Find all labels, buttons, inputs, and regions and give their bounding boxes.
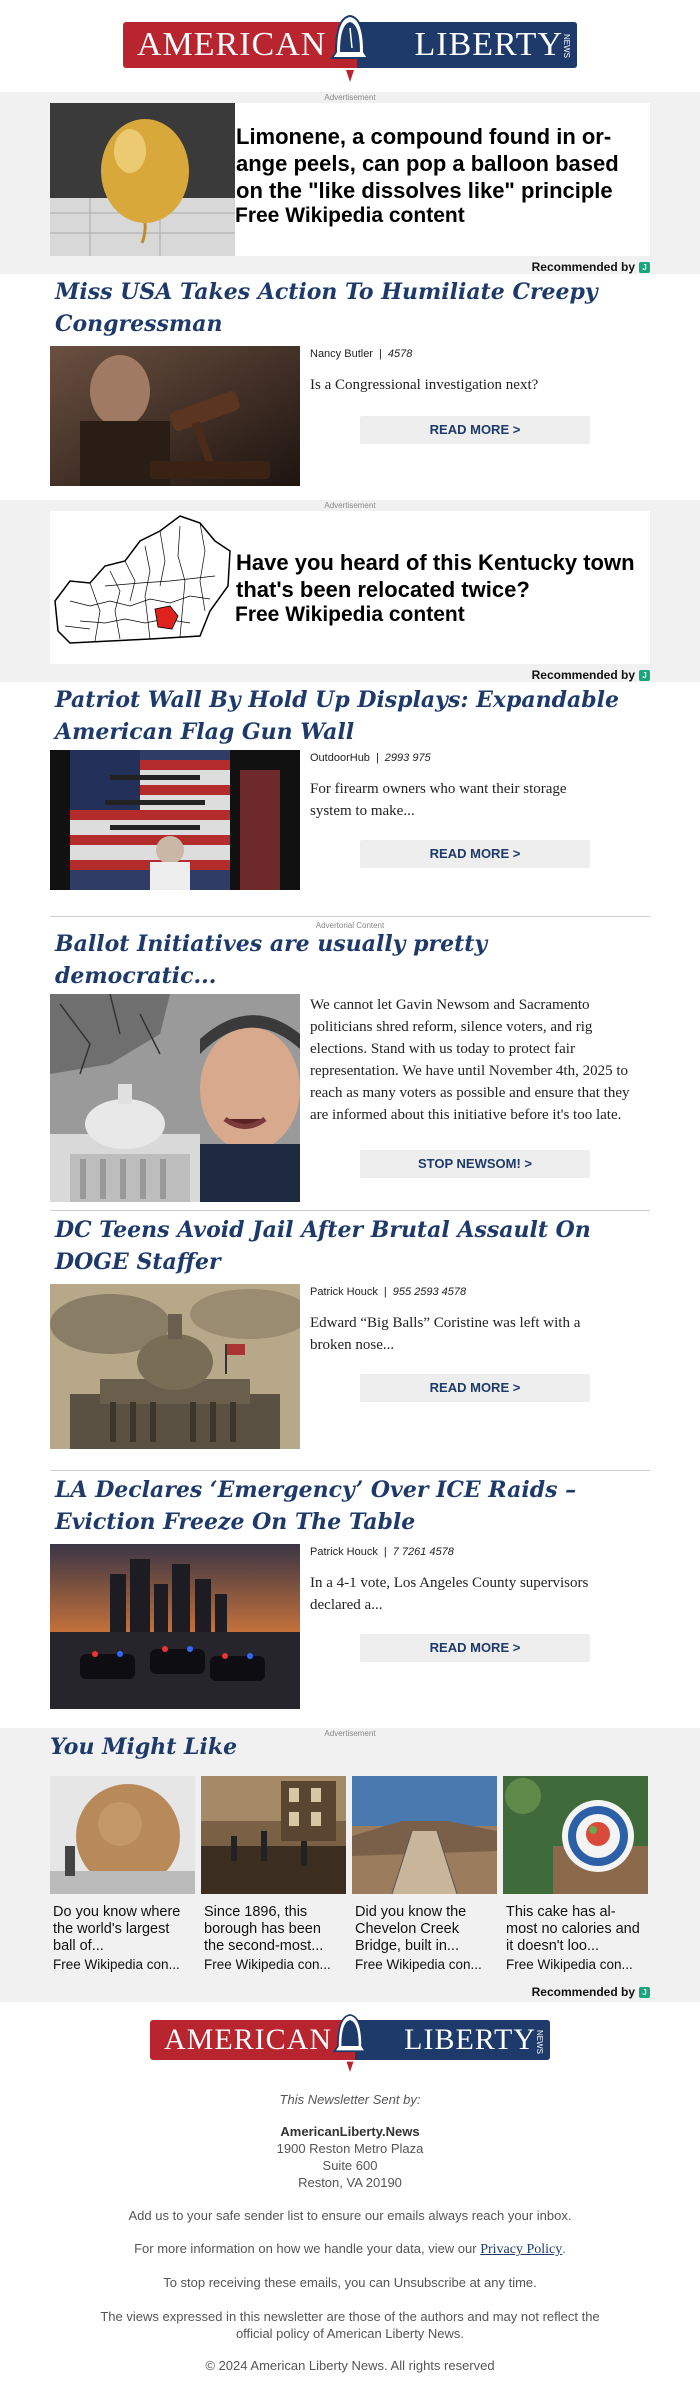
unsubscribe-note[interactable]: To stop receiving these emails, you can Unsubscribe at any time.: [163, 2275, 537, 2290]
gun-wall-photo[interactable]: [50, 750, 300, 890]
logo-word-liberty: LIBERTY: [404, 2023, 536, 2056]
card-source: Free Wikipedia con...: [355, 1957, 482, 1972]
author-name: Patrick Houck: [310, 1286, 378, 1298]
card-headline: Did you know the Chevelon Creek Bridge, built in...: [355, 1904, 467, 1954]
recommendation-card[interactable]: [50, 1776, 195, 1972]
recommender-logo-icon: J: [639, 670, 650, 681]
recommender-logo-icon: J: [639, 1987, 650, 1998]
section-divider: [50, 1470, 650, 1471]
article-miss-usa: [50, 276, 650, 486]
ad-label: Advertisement: [324, 501, 376, 510]
recommended-by[interactable]: [532, 668, 650, 682]
article-numbers: 2993 975: [384, 752, 431, 764]
liberty-bell-icon: [328, 8, 372, 82]
gavel-photo[interactable]: [50, 346, 300, 486]
article-summary: For firearm owners who want their storage system to make...: [310, 781, 567, 819]
safe-sender-note: Add us to your safe sender list to ensure our emails always reach your inbox.: [128, 2208, 572, 2223]
article-title[interactable]: Patriot Wall By Hold Up Displays: Expandable American Flag Gun Wall: [55, 687, 620, 745]
article-byline: Patrick Houck | 7 7261 4578: [310, 1546, 454, 1558]
brand-logo-footer[interactable]: [150, 2020, 550, 2060]
ad-headline[interactable]: Have you heard of this Kentucky town that's been relocated twice?: [236, 550, 635, 602]
chevelon-bridge-photo: [352, 1776, 497, 1894]
read-more-button[interactable]: READ MORE >: [360, 1374, 590, 1402]
article-title[interactable]: Miss USA Takes Action To Humiliate Creepy Congressman: [55, 279, 598, 337]
logo-word-american: AMERICAN: [164, 2023, 333, 2056]
author-name: Patrick Houck: [310, 1546, 378, 1558]
card-headline: Since 1896, this borough has been the second-most...: [204, 1904, 324, 1954]
card-source: Free Wikipedia con...: [506, 1957, 633, 1972]
cake-plate-photo: [503, 1776, 648, 1894]
recommended-by[interactable]: [532, 1985, 650, 1999]
section-divider: [50, 916, 650, 917]
address-line-1: 1900 Reston Metro Plaza: [276, 2141, 424, 2156]
company-name: AmericanLiberty.News: [280, 2124, 420, 2139]
article-summary: Is a Congressional investigation next?: [310, 377, 539, 393]
balloon-photo: [50, 103, 235, 256]
kentucky-map-image: [50, 511, 235, 664]
logo-word-american: AMERICAN: [137, 26, 327, 63]
article-title[interactable]: DC Teens Avoid Jail After Brutal Assault On DOGE Staffer: [55, 1217, 591, 1275]
you-might-like-title: You Might Like: [50, 1734, 238, 1760]
article-byline: OutdoorHub | 2993 975: [310, 752, 431, 764]
card-source: Free Wikipedia con...: [204, 1957, 331, 1972]
ad-source: Free Wikipedia content: [235, 204, 465, 227]
read-more-button[interactable]: READ MORE >: [360, 416, 590, 444]
sent-by-label: This Newsletter Sent by:: [279, 2092, 421, 2107]
article-byline: Patrick Houck | 955 2593 4578: [310, 1286, 467, 1298]
stop-newsom-button[interactable]: STOP NEWSOM! >: [360, 1150, 590, 1178]
copyright: © 2024 American Liberty News. All rights reserved: [205, 2358, 495, 2373]
logo-news-tag: NEWS: [562, 34, 571, 58]
article-ballot-initiatives: [50, 928, 650, 1202]
address-line-2: Suite 600: [322, 2158, 378, 2173]
recommendation-card[interactable]: [352, 1776, 497, 1972]
logo-word-liberty: LIBERTY: [414, 26, 563, 63]
card-source: Free Wikipedia con...: [53, 1957, 180, 1972]
recommended-label: Recommended by: [531, 668, 635, 682]
capitol-smoke-photo[interactable]: [50, 1284, 300, 1449]
recommended-label: Recommended by: [531, 1985, 635, 1999]
privacy-policy-link[interactable]: Privacy Policy: [480, 2242, 563, 2257]
footer-logo-wrap: [0, 2020, 700, 2060]
read-more-button[interactable]: READ MORE >: [360, 1634, 590, 1662]
read-more-button[interactable]: READ MORE >: [360, 840, 590, 868]
ad-headline[interactable]: Limonene, a compound found in or-ange peels, can pop a balloon based on the "like dissolves like" principle: [236, 124, 619, 203]
recommended-label: Recommended by: [531, 260, 635, 274]
liberty-bell-icon: [328, 2008, 372, 2072]
card-headline: Do you know where the world's largest ball of...: [53, 1904, 181, 1954]
article-dc-teens: [50, 1214, 650, 1449]
logo-news-tag: NEWS: [535, 2030, 544, 2054]
advertorial-label: Advertorial Content: [315, 921, 385, 930]
brand-logo[interactable]: [123, 22, 577, 68]
author-name: OutdoorHub: [310, 752, 370, 764]
article-summary: In a 4-1 vote, Los Angeles County supervisors declared a...: [310, 1575, 589, 1613]
borough-street-photo: [201, 1776, 346, 1894]
ad-label: Advertisement: [324, 93, 376, 102]
recommender-logo-icon: J: [639, 262, 650, 273]
recommendation-card[interactable]: [503, 1776, 648, 1972]
privacy-note: For more information on how we handle your data, view our Privacy Policy.: [134, 2241, 566, 2257]
article-summary: We cannot let Gavin Newsom and Sacramento politicians shred reform, silence voters, and rig elections. Stand with us today to protect fair representation. We have until November 4th, 2025 to reach as many voters as possible and ensure that they are informed about this initiative before it's too late.: [310, 997, 630, 1123]
ad-label: Advertisement: [324, 1729, 376, 1738]
article-numbers: 7 7261 4578: [392, 1546, 454, 1558]
article-title[interactable]: LA Declares ‘Emergency’ Over ICE Raids – Eviction Freeze On The Table: [55, 1477, 577, 1535]
article-patriot-wall: [50, 684, 650, 890]
ad-card-limonene[interactable]: [50, 103, 650, 256]
ad-source: Free Wikipedia content: [235, 603, 465, 626]
author-name: Nancy Butler: [310, 348, 373, 360]
article-la-emergency: [50, 1474, 650, 1709]
article-summary: Edward “Big Balls” Coristine was left with a broken nose...: [310, 1315, 581, 1353]
address-line-3: Reston, VA 20190: [298, 2175, 402, 2190]
newsom-capitol-photo[interactable]: [50, 994, 300, 1202]
recommended-by[interactable]: [532, 260, 650, 274]
header-logo-wrap: [0, 22, 700, 68]
section-divider: [50, 1210, 650, 1211]
card-headline: This cake has al-most no calories and it doesn't loo...: [506, 1904, 640, 1954]
you-might-like-grid: [50, 1776, 650, 1972]
article-title[interactable]: Ballot Initiatives are usually pretty democratic...: [55, 931, 488, 989]
article-byline: Nancy Butler | 4578: [310, 348, 413, 360]
views-disclaimer: The views expressed in this newsletter are those of the authors and may not reflect the official policy of American Liberty News.: [100, 2309, 600, 2341]
article-numbers: 955 2593 4578: [392, 1286, 467, 1298]
recommendation-card[interactable]: [201, 1776, 346, 1972]
la-police-photo[interactable]: [50, 1544, 300, 1709]
ad-card-kentucky[interactable]: [50, 511, 650, 664]
giant-ball-photo: [50, 1776, 195, 1894]
article-numbers: 4578: [387, 348, 413, 360]
